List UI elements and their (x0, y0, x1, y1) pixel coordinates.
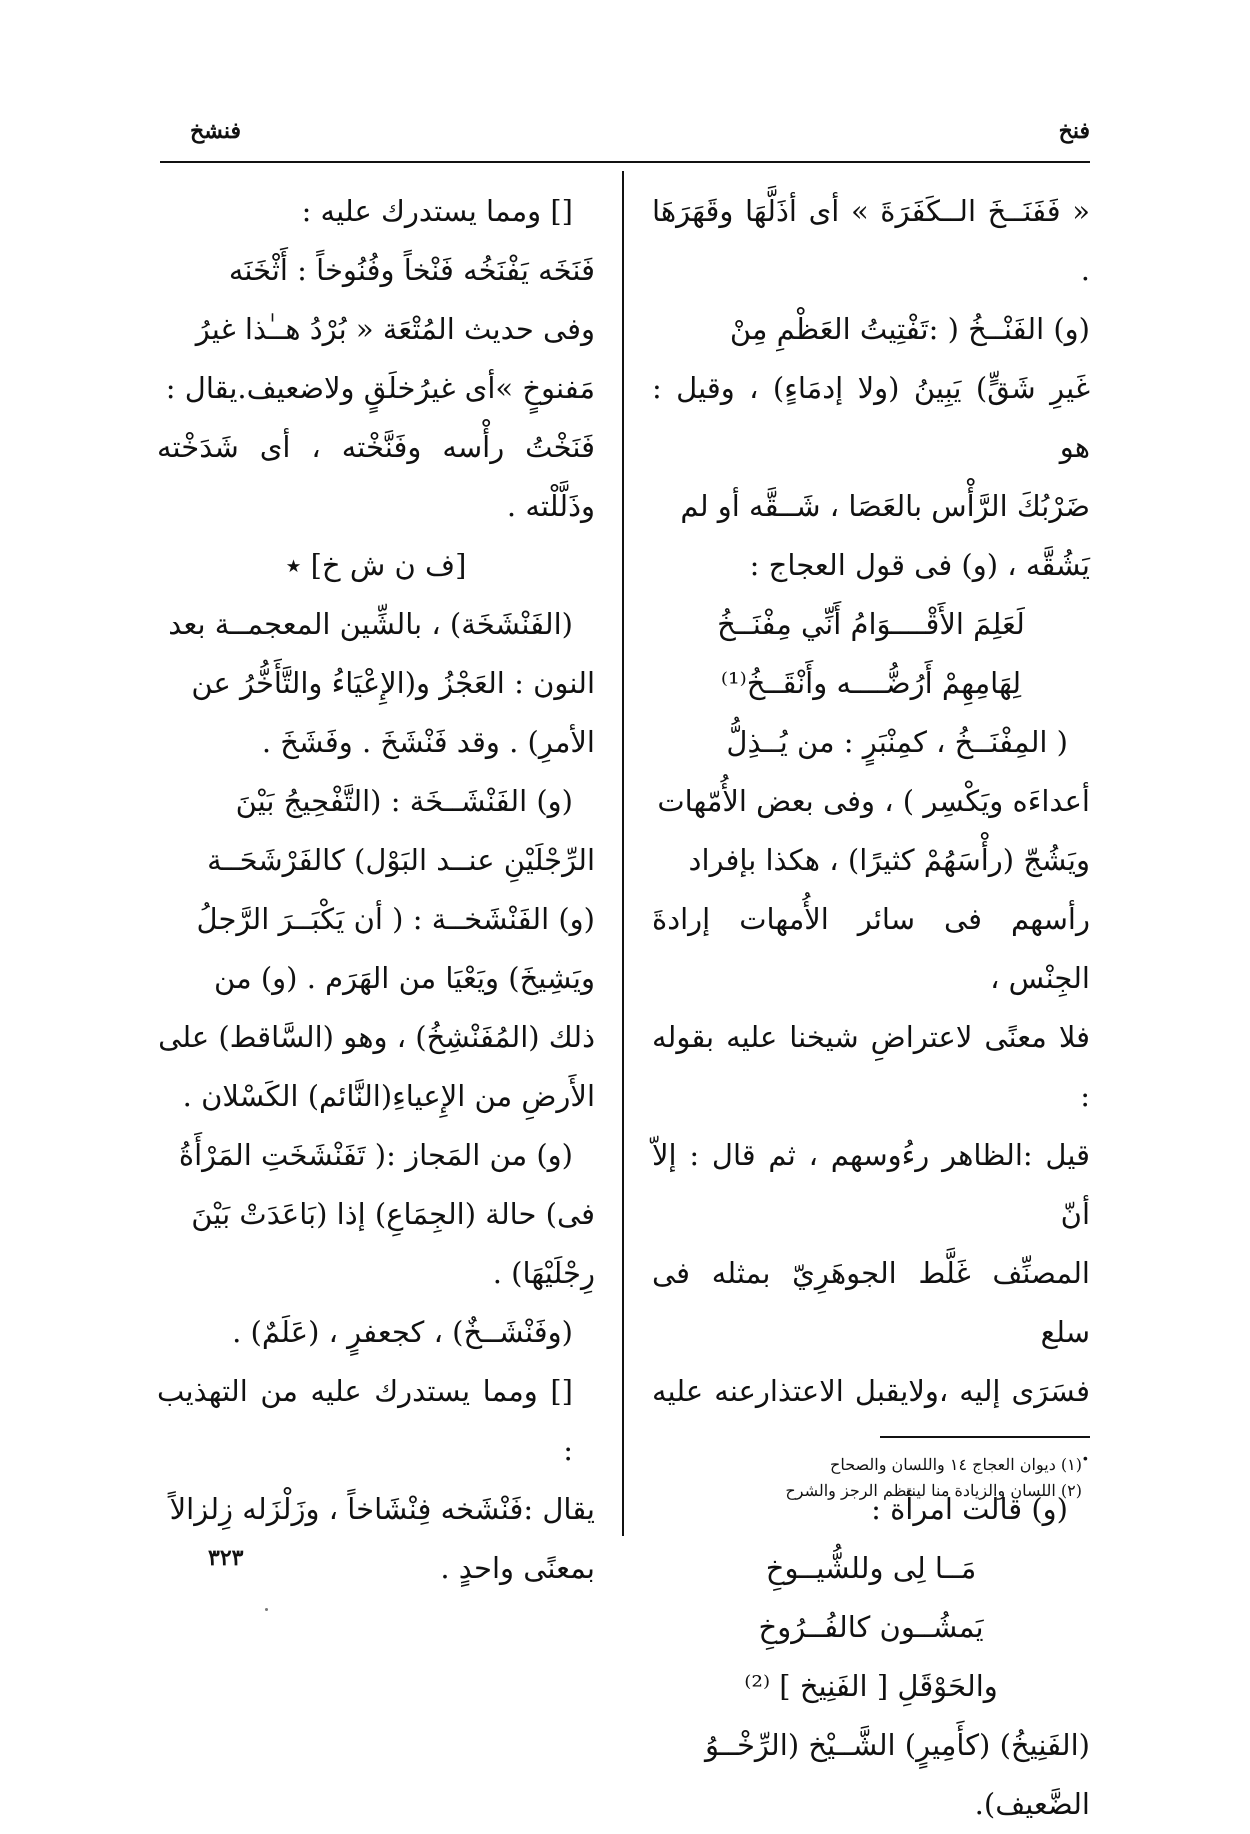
text-line: فسَرَى إليه ،ولايقبل الاعتذارعنه عليه . (652, 1374, 1090, 1467)
text-line: الرِّجْلَيْنِ عنــد البَوْل) كالفَرْشَحَــة (207, 843, 595, 877)
text-line: (الفَنِيخُ) (كأَمِيرٍ) الشَّــيْخ (الرِّخْــوُ (705, 1728, 1090, 1762)
text-line: الضَّعيف). (974, 1787, 1090, 1821)
header-left: فنشخ (190, 118, 241, 144)
text-line: ذلك (المُفَنْشِخُ) ، وهو (السَّاقط) على (158, 1020, 595, 1054)
text-line: فى) حالة (الجِمَاعِ) إذا (بَاعَدَتْ بَيْنَ (191, 1197, 595, 1231)
text-line: فلا معنًى لاعتراضِ شيخنا عليه بقوله : (652, 1020, 1090, 1113)
text-line: غَيرِ شَقٍّ) يَبِينُ (ولا إدمَاءٍ) ، وقيل : هو (652, 371, 1090, 464)
text-line: ( المِفْنَــخُ ، كمِنْبَرٍ : من يُــذِلُّ (726, 725, 1068, 759)
text-line: الأمرِ) . وقد فَنْشَخَ . وفَشَخَ . (261, 725, 595, 759)
text-line: فَنَخَه يَفْنَخُه فَنْخاً وفُنُوخاً : أَثْخَنَه (228, 253, 595, 287)
verse-line: لَعَلِمَ الأَقْــــوَامُ أَنِّي مِفْنَــخُ (717, 607, 1025, 641)
text-line: وفى حديث المُتْعَة « بُرْدُ هــٰذا غيرُ (195, 312, 595, 346)
text-line: الأَرضِ من الإِعياءِ(النَّائم) الكَسْلان . (182, 1079, 595, 1113)
text-line: (الفَنْشَخَة) ، بالشِّين المعجمــة بعد (168, 607, 573, 641)
column-divider (622, 171, 624, 1536)
verse-line: والحَوْقَلِ [ الفَنِيخ ] ⁽²⁾ (744, 1669, 998, 1703)
text-line: (و) الفَنْــخُ ( :تَفْتِيتُ العَظْمِ مِنْ (729, 312, 1090, 346)
text-line: [] ومما يستدرك عليه من التهذيب : (157, 1374, 573, 1467)
left-column (157, 182, 595, 1598)
text-line: [] ومما يستدرك عليه : (301, 194, 573, 228)
verse-line: يَمشُــون كالفُــرُوخِ (758, 1610, 984, 1644)
text-line: يقال :فَنْشَخه فِنْشَاخاً ، وزَلْزَله زِلزالاً (169, 1492, 595, 1526)
text-line: (وفَنْشَــخٌ) ، كجعفرٍ ، (عَلَمٌ) . (232, 1315, 573, 1349)
page-number: ٣٢٣ (208, 1545, 244, 1571)
text-line: قيل :الظاهر رءُوسهم ، ثم قال : إلاّ أنّ (652, 1138, 1090, 1231)
text-line: (و) قالت امرأة : (871, 1492, 1068, 1526)
text-line: أعداءَه ويَكْسِر ) ، وفى بعض الأُمّهات (657, 784, 1090, 818)
text-line: « فَفَنَــخَ الــكَفَرَةَ » أى أذَلَّهَا وقَهَرَهَا . (652, 194, 1090, 287)
text-line: (و) الفَنْشَخــة : ( أن يَكْبَــرَ الرَّجلُ (196, 902, 595, 936)
header-rule (160, 161, 1090, 163)
right-column (652, 182, 1090, 1834)
text-line: مَفنوخٍ »أى غيرُخلَقٍ ولاضعيف.يقال : (165, 371, 595, 405)
text-line: المصنِّف غَلَّط الجوهَرِيّ بمثله فى سلع (652, 1256, 1090, 1349)
verse-line: لِهَامِهِمْ أَرُضُّــــه وأَنْقَــخُ⁽¹⁾ (720, 666, 1022, 700)
footnote-2: (٢) اللسان والزيادة منا لينتظم الرجز والشرح (785, 1481, 1082, 1500)
text-line: النون : العَجْزُ و(الإِعْيَاءُ والتَّأَخُّرُ عن (191, 666, 595, 700)
entry-heading: [ف ن ش خ] ٭ (285, 548, 467, 582)
footnote-rule (880, 1436, 1090, 1438)
footnote-1: (١) ديوان العجاج ١٤ واللسان والصحاح (829, 1455, 1082, 1474)
text-line: (و) من المَجاز :( تَفَنْشَخَتِ المَرْأَةُ (178, 1138, 573, 1172)
text-line: ويَشُجّ (رأْسَهُمْ كثيرًا) ، هكذا بإفراد (688, 843, 1090, 877)
text-line: رِجْلَيْهَا) . (492, 1256, 595, 1290)
header-right: فنخ (1058, 118, 1090, 144)
text-line: ويَشِيخَ) ويَعْيَا من الهَرَم . (و) من (214, 961, 595, 995)
scan-speck (265, 1608, 268, 1611)
text-line: (و) الفَنْشَــخَة : (التَّفْحِيجُ بَيْنَ (235, 784, 573, 818)
text-line: يَشُقَّه ، (و) فى قول العجاج : (749, 548, 1090, 582)
text-line: بمعنًى واحدٍ . (440, 1551, 595, 1585)
text-line: ضَرْبُكَ الرَّأْس بالعَصَا ، شَــقَّه أو لم (680, 489, 1090, 523)
verse-line: مَــا لِى وللشُّيــوخِ (765, 1551, 977, 1585)
text-line: رأسهم فى سائر الأُمهات إرادةَ الجِنْس ، (652, 902, 1090, 995)
text-line: فَنَخْتُ رأْسه وفَنَّخْته ، أى شَدَخْته وذَلَّلْته . (157, 430, 595, 523)
